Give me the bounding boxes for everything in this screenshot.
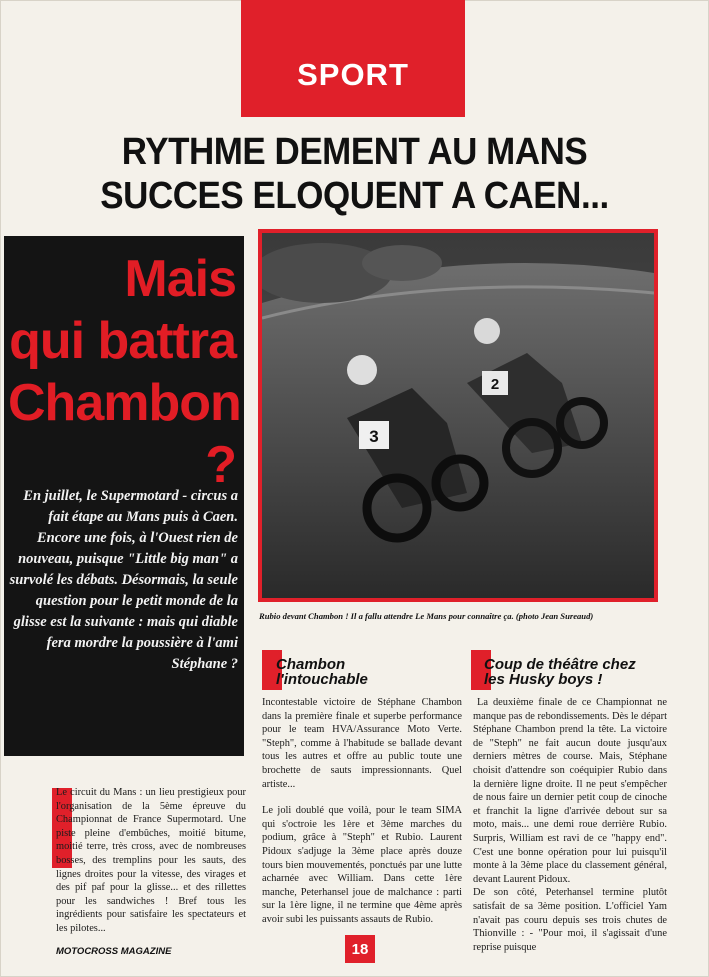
headline-line-1: RYTHME DEMENT AU MANS <box>121 131 588 173</box>
article-right-para-1: La deuxième finale de ce Championnat ne manque pas de rebondissements. Dès le départ Stéphane Chambon prend la tête. La victoire de "Steph" ne fait aucun doute jusqu'aux derniers mètres de course. Mais, Stéphane choisit d'attendre son coéquipier Rubio dans la dernière ligne droite. Il ne peut s'empêcher de nous faire un dernier petit coup de cinoche et franchit la ligne d'arrivée debout sur sa moto, mais... une demi roue derrière Rubio. Surpris, William est ravi de ce "happy end". C'est une bonne opération pour lui puisqu'il monte à la 3ème place du classement général, devant Laurent Pidoux. <box>473 697 667 885</box>
article-right-para-2: De son côté, Peterhansel termine plutôt satisfait de sa 3ème position. L'officiel Yam n'avait pas couru depuis ses trois chutes de Thionville : - "Pour moi, il s'agissait d'une reprise puisque <box>473 887 667 953</box>
rider-3-number: 3 <box>369 427 379 446</box>
subheading-line-1: Coup de théâtre chez <box>484 656 636 673</box>
subheading-line-2: les Husky boys ! <box>484 671 603 688</box>
sidebar-title-line-3: Chambon ? <box>8 374 241 494</box>
section-label: SPORT <box>297 57 409 92</box>
race-photo <box>262 233 654 598</box>
article-right <box>473 696 667 954</box>
subheading-chambon <box>276 657 476 687</box>
sidebar-title-line-1: Mais <box>124 250 236 308</box>
photo-frame <box>258 229 658 602</box>
subheading-line-2: l'intouchable <box>276 671 368 688</box>
magazine-name: MOTOCROSS MAGAZINE <box>56 946 172 957</box>
sidebar-title-line-2: qui battra <box>9 312 236 370</box>
headline <box>28 130 680 218</box>
headline-line-2: SUCCES ELOQUENT A CAEN... <box>100 175 609 217</box>
rider-2-number: 2 <box>490 376 500 393</box>
subheading-line-1: Chambon <box>276 656 346 673</box>
photo-caption: Rubio devant Chambon ! Il a fallu attendre Le Mans pour connaître ça. (photo Jean Sureaud) <box>259 611 594 621</box>
sidebar-title <box>8 248 241 496</box>
article-left <box>56 786 246 936</box>
article-left-text: Le circuit du Mans : un lieu prestigieux pour l'organisation de la 5ème épreuve du Championnat de France Supermotard. Une piste pleine d'embûches, moitié bitume, moitié terre, très cross, avec de nombreuses bosses, des tremplins pour les sauts, des lignes droites pour la vitesse, des virages et des pif paf pour la glisse... et des rillettes pour les sandwiches ! Bref tous les ingrédients pour satisfaire les spectateurs et les pilotes... <box>56 787 246 934</box>
page-number: 18 <box>345 935 375 963</box>
section-tab <box>241 0 465 117</box>
article-mid <box>262 696 462 940</box>
subheading-husky <box>484 657 684 687</box>
article-mid-para-1: Incontestable victoire de Stéphane Chambon dans la première finale et superbe performance pour le team HVA/Assurance Moto Verte. "Steph", comme à l'habitude se ballade devant tous les autres et offre au public toute une brochette de sauts impressionnants. Quel artiste... <box>262 697 462 790</box>
sidebar-intro: En juillet, le Supermotard - circus a fait étape au Mans puis à Caen. Encore une fois, à l'Ouest rien de nouveau, puisque "Little big man" a survolé les débats. Désormais, la seule question pour le petit monde de la glisse est la suivante : mais qui diable fera mordre la poussière à l'ami Stéphane ? <box>9 488 238 672</box>
article-mid-para-2: Le joli doublé que voilà, pour le team SIMA qui s'octroie les 1ère et 3ème marches du podium, grâce à "Steph" et Rubio. Laurent Pidoux s'adjuge la 3ème place après douze tours bien mouvementés, ponctués par une lutte acharnée avec William. Dans cette 1ère manche, Peterhansel joue de malchance : parti sur la 1ère ligne, il ne termine que 4ème après avoir subi les puissants assauts de Rubio. <box>262 805 462 925</box>
